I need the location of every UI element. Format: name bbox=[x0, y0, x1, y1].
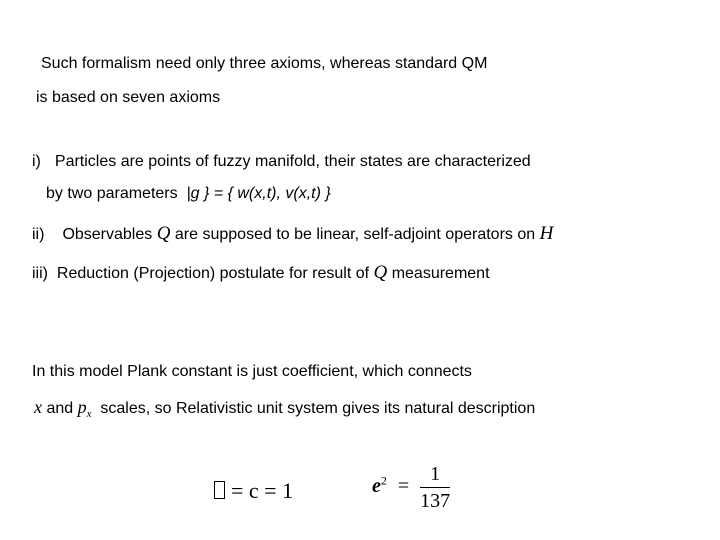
axiom-i-text: Particles are points of fuzzy manifold, their states are characterized bbox=[54, 153, 531, 170]
position-symbol: x bbox=[34, 397, 42, 417]
charge-exponent: 2 bbox=[380, 473, 387, 488]
axiom-iii-text-before: Reduction (Projection) postulate for result of bbox=[56, 265, 370, 282]
momentum-symbol: $p_x$ bbox=[77, 397, 92, 420]
natural-units-formula bbox=[214, 478, 293, 504]
conclusion-line-2-rest: scales, so Relativistic unit system gives its natural description bbox=[100, 400, 536, 417]
axiom-i bbox=[32, 152, 531, 172]
axiom-i-line-2 bbox=[46, 184, 331, 204]
equals-sign: = bbox=[397, 475, 410, 498]
fraction-denominator: 137 bbox=[420, 490, 451, 512]
state-formula: |g } = { w(x,t), v(x,t) } bbox=[186, 185, 331, 202]
natural-units-equation: = c = 1 bbox=[231, 478, 294, 503]
and-word: and bbox=[46, 400, 74, 417]
charge-symbol: e bbox=[372, 475, 381, 498]
hilbert-space-symbol: H bbox=[539, 223, 554, 244]
observable-symbol: Q bbox=[373, 262, 388, 283]
hbar-placeholder-icon bbox=[214, 481, 225, 499]
axiom-iii bbox=[32, 263, 490, 284]
axiom-ii-marker: ii) bbox=[32, 226, 45, 243]
fine-structure-formula bbox=[372, 461, 450, 514]
conclusion-line-1: In this model Plank constant is just coefficient, which connects bbox=[32, 363, 472, 380]
conclusion-line-2 bbox=[34, 397, 535, 420]
axiom-i-prefix: by two parameters bbox=[46, 185, 178, 202]
axiom-ii-text-before: Observables bbox=[62, 226, 153, 243]
axiom-iii-text-after: measurement bbox=[391, 265, 490, 282]
axiom-i-marker: i) bbox=[32, 153, 41, 170]
observable-symbol: Q bbox=[156, 223, 171, 244]
axiom-ii bbox=[32, 224, 553, 245]
fraction-numerator: 1 bbox=[420, 461, 450, 488]
fraction bbox=[420, 461, 450, 514]
axiom-iii-marker: iii) bbox=[32, 265, 48, 282]
intro-line-1: Such formalism need only three axioms, whereas standard QM bbox=[41, 55, 488, 72]
axiom-ii-text-after: are supposed to be linear, self-adjoint operators on bbox=[174, 226, 536, 243]
intro-line-2: is based on seven axioms bbox=[36, 89, 221, 106]
